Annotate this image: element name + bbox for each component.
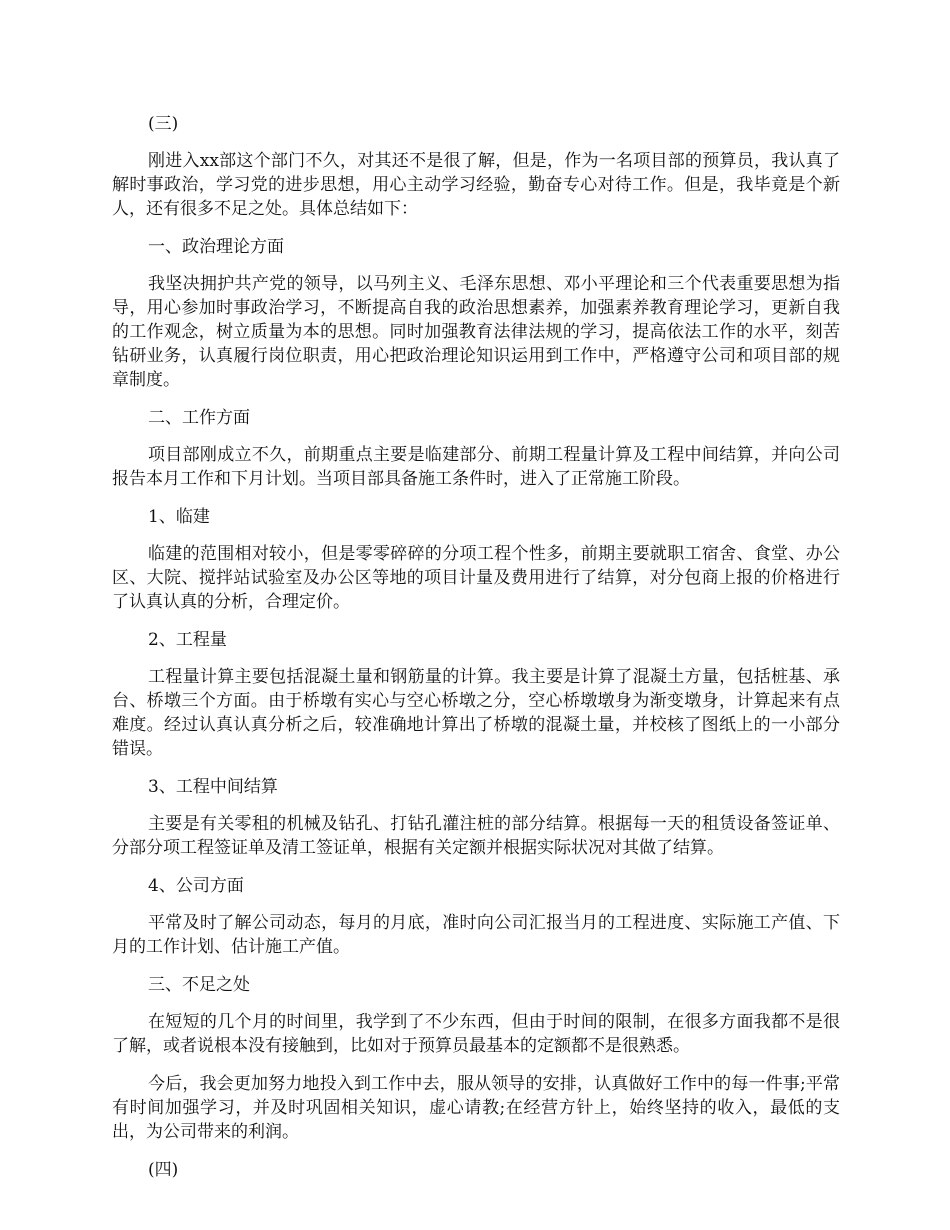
subsection-heading: 3、工程中间结算 xyxy=(148,777,278,797)
body-paragraph: 工程量计算主要包括混凝土量和钢筋量的计算。我主要是计算了混凝土方量，包括桩基、承台、桥墩三个方面。由于桥墩有实心与空心桥墩之分，空心桥墩墩身为渐变墩身，计算起来有点难度。经过认真认真分析之后，较准确地计算出了桥墩的混凝土量，并校核了图纸上的一小部分错误。 xyxy=(112,667,840,759)
section-heading: (四) xyxy=(148,1160,179,1180)
body-paragraph: 在短短的几个月的时间里，我学到了不少东西，但由于时间的限制，在很多方面我都不是很了解，或者说根本没有接触到，比如对于预算员最基本的定额都不是很熟悉。 xyxy=(112,1012,840,1056)
section-heading: 三、不足之处 xyxy=(148,975,250,995)
section-heading: 二、工作方面 xyxy=(148,408,250,428)
body-paragraph: 项目部刚成立不久，前期重点主要是临建部分、前期工程量计算及工程中间结算，并向公司报告本月工作和下月计划。当项目部具备施工条件时，进入了正常施工阶段。 xyxy=(112,445,840,489)
subsection-heading: 2、工程量 xyxy=(148,630,227,650)
body-paragraph: 临建的范围相对较小，但是零零碎碎的分项工程个性多，前期主要就职工宿舍、食堂、办公区、大院、搅拌站试验室及办公区等地的项目计量及费用进行了结算，对分包商上报的价格进行了认真认真的分析，合理定价。 xyxy=(112,544,840,612)
section-heading: 一、政治理论方面 xyxy=(148,237,284,257)
body-paragraph: 主要是有关零租的机械及钻孔、打钻孔灌注桩的部分结算。根据每一天的租赁设备签证单、分部分项工程签证单及清工签证单，根据有关定额并根据实际状况对其做了结算。 xyxy=(112,814,840,858)
body-paragraph: 我坚决拥护共产党的领导，以马列主义、毛泽东思想、邓小平理论和三个代表重要思想为指导，用心参加时事政治学习，不断提高自我的政治思想素养，加强素养教育理论学习，更新自我的工作观念，树立质量为本的思想。同时加强教育法律法规的学习，提高依法工作的水平，刻苦钻研业务，认真履行岗位职责，用心把政治理论知识运用到工作中，严格遵守公司和项目部的规章制度。 xyxy=(112,274,840,390)
body-paragraph: 平常及时了解公司动态，每月的月底，准时向公司汇报当月的工程进度、实际施工产值、下月的工作计划、估计施工产值。 xyxy=(112,913,840,957)
subsection-heading: 1、临建 xyxy=(148,507,210,527)
section-heading: (三) xyxy=(148,114,179,134)
body-paragraph: 今后，我会更加努力地投入到工作中去，服从领导的安排，认真做好工作中的每一件事;平常有时间加强学习，并及时巩固相关知识，虚心请教;在经营方针上，始终坚持的收入，最低的支出，为公司带来的利润。 xyxy=(112,1074,840,1142)
body-paragraph: 刚进入xx部这个部门不久，对其还不是很了解，但是，作为一名项目部的预算员，我认真了解时事政治，学习党的进步思想，用心主动学习经验，勤奋专心对待工作。但是，我毕竟是个新人，还有很多不足之处。具体总结如下： xyxy=(112,151,840,219)
subsection-heading: 4、公司方面 xyxy=(148,876,244,896)
document-page xyxy=(112,112,840,1195)
